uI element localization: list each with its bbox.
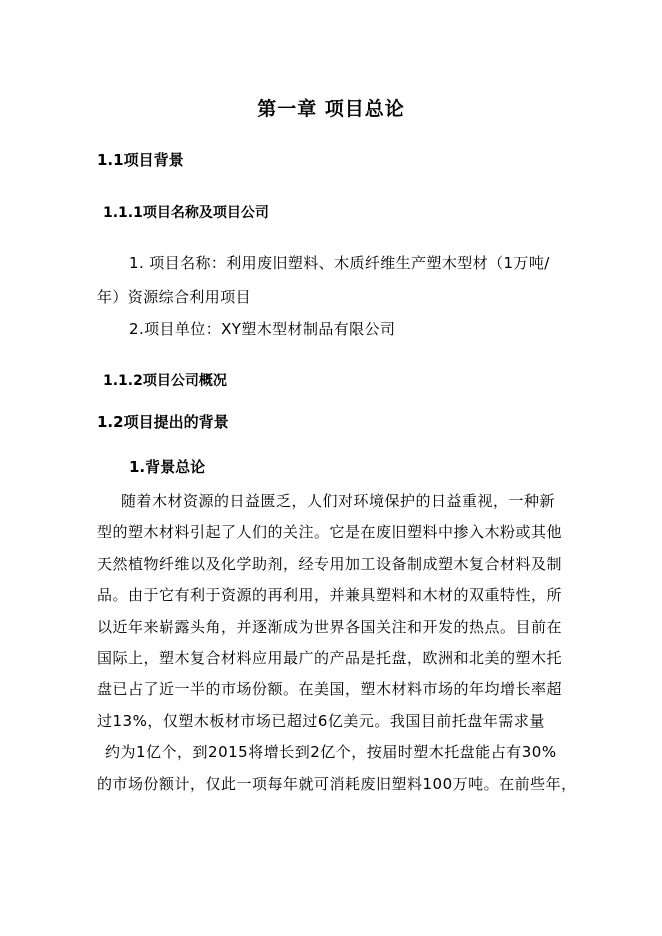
paragraph-line: 品。由于它有利于资源的再利用，并兼具塑料和木材的双重特性，所	[97, 586, 563, 605]
paragraph-line: 国际上，塑木复合材料应用最广的产品是托盘，欧洲和北美的塑木托	[97, 649, 563, 668]
chapter-title: 第一章 项目总论	[257, 98, 405, 120]
paragraph-line: 盘已占了近一半的市场份额。在美国，塑木材料市场的年均增长率超	[97, 680, 563, 699]
paragraph-line: 天然植物纤维以及化学助剂，经专用加工设备制成塑木复合材料及制	[97, 554, 563, 573]
paragraph-line: 以近年来崭露头角，并逐渐成为世界各国关注和开发的热点。目前在	[97, 617, 563, 636]
section-heading-1-1-1: 1.1.1项目名称及项目公司	[103, 205, 269, 221]
item-2: 2.项目单位：XY塑木型材制品有限公司	[129, 320, 396, 338]
item-1-line-1: 1. 项目名称：利用废旧塑料、木质纤维生产塑木型材（1万吨/	[129, 254, 550, 272]
paragraph-line: 约为1亿个，到2015将增长到2亿个，按届时塑木托盘能占有30%	[105, 743, 557, 762]
section-heading-1-2: 1.2项目提出的背景	[97, 413, 229, 431]
background-paragraph	[97, 486, 575, 800]
paragraph-line: 型的塑木材料引起了人们的关注。它是在废旧塑料中掺入木粉或其他	[97, 523, 563, 542]
subsection-heading-background-overview: 1.背景总论	[129, 458, 206, 476]
paragraph-line: 过13%，仅塑木板材市场已超过6亿美元。我国目前托盘年需求量	[97, 711, 545, 730]
paragraph-line: 随着木材资源的日益匮乏，人们对环境保护的日益重视，一种新	[121, 492, 556, 510]
paragraph-line: 的市场份额计，仅此一项每年就可消耗废旧塑料100万吨。在前些年，	[97, 774, 577, 793]
section-heading-1-1: 1.1项目背景	[97, 151, 184, 169]
section-heading-1-1-2: 1.1.2项目公司概况	[103, 373, 227, 389]
item-1-line-2: 年）资源综合利用项目	[97, 288, 252, 306]
